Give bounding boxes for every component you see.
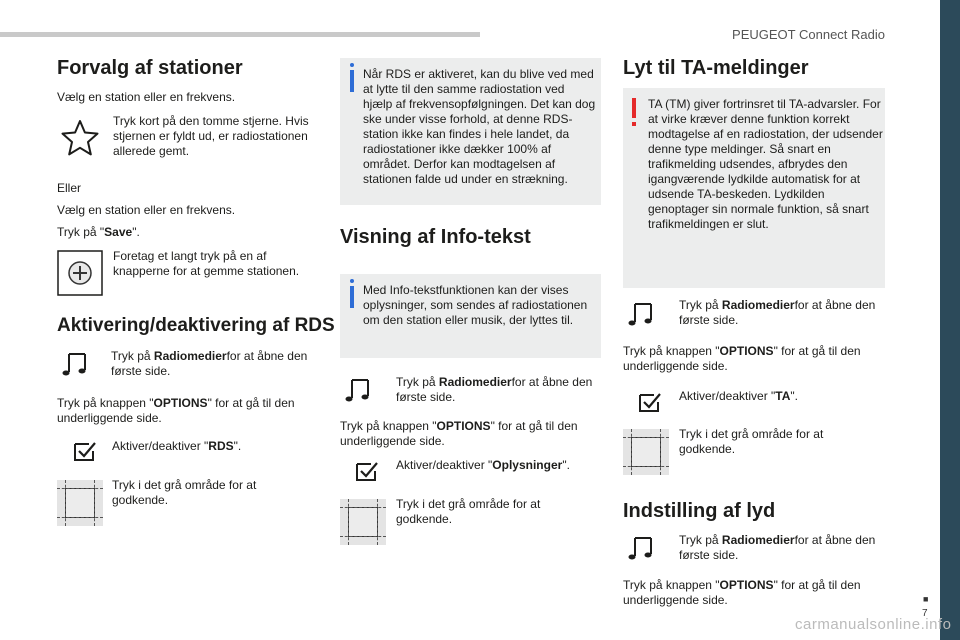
paragraph-press-save: Tryk på "Save". — [57, 225, 140, 239]
music-note-icon — [60, 350, 92, 378]
heading-presets: Forvalg af stationer — [57, 57, 243, 79]
add-preset-icon — [57, 250, 103, 296]
grey-area-icon — [340, 499, 386, 545]
info-box-rds — [340, 58, 601, 205]
paragraph-radio-media-2: Tryk på Radiomedierfor at åbne den første side. — [396, 375, 593, 404]
grey-area-icon — [57, 480, 103, 526]
paragraph-long-press: Foretag et langt tryk på en af knapperne for at gemme stationen. — [113, 249, 300, 278]
grey-area-icon — [623, 429, 669, 475]
checkbox-icon — [355, 460, 379, 482]
page-number: 7 — [922, 608, 928, 619]
warning-ta-text: TA (TM) giver fortrinsret til TA-advarsler. For at virke kræver denne funktion korrekt modtagelse af en radiostation, der udsender denne type meldinger. Så snart en trafikmelding udsendes, afbrydes den igangværende lydkilde automatisk for at udsende TA-beskeden. Lydkilden genoptager sin normale funktion, så snart trafikmeldingen er slut. — [648, 97, 883, 231]
paragraph-toggle-info: Aktiver/deaktiver "Oplysninger". — [396, 458, 570, 472]
paragraph-options-2: Tryk på knappen "OPTIONS" for at gå til den underliggende side. — [340, 419, 578, 448]
paragraph-options-3: Tryk på knappen "OPTIONS" for at gå til den underliggende side. — [623, 344, 861, 373]
paragraph-confirm-2: Tryk i det grå område for at godkende. — [396, 497, 541, 526]
paragraph-options-4: Tryk på knappen "OPTIONS" for at gå til den underliggende side. — [623, 578, 861, 607]
paragraph-radio-media-3: Tryk på Radiomedierfor at åbne den første side. — [679, 298, 876, 327]
paragraph-select-station-2: Vælg en station eller en frekvens. — [57, 203, 236, 217]
warning-icon — [632, 98, 636, 118]
info-icon — [350, 286, 354, 308]
music-note-icon — [626, 300, 658, 328]
save-label: Save — [104, 225, 133, 239]
music-note-icon — [626, 534, 658, 562]
warning-box-ta — [623, 88, 885, 288]
paragraph-or: Eller — [57, 181, 82, 195]
paragraph-confirm-3: Tryk i det grå område for at godkende. — [679, 427, 824, 456]
star-icon — [60, 118, 100, 158]
paragraph-toggle-ta: Aktiver/deaktiver "TA". — [679, 389, 798, 403]
checkbox-icon — [73, 440, 97, 462]
heading-ta: Lyt til TA-meldinger — [623, 57, 809, 79]
info-rds-text: Når RDS er aktiveret, kan du blive ved med at lytte til den samme radiostation ved hjælp af frekvensopfølgningen. Det kan dog ske under visse forhold, at denne RDS-station ikke kan findes i hele landet, da radiostationer ikke dækker 100% af området. Derfor kan modtagelsen af stationen falde ud under en strækning. — [363, 67, 596, 186]
paragraph-options: Tryk på knappen "OPTIONS" for at gå til den underliggende side. — [57, 396, 295, 425]
heading-info-text: Visning af Info-tekst — [340, 226, 531, 248]
music-note-icon — [343, 376, 375, 404]
paragraph-radio-media-4: Tryk på Radiomedierfor at åbne den første side. — [679, 533, 876, 562]
info-box-infotext — [340, 274, 601, 358]
side-tab — [940, 0, 960, 640]
paragraph-confirm: Tryk i det grå område for at godkende. — [112, 478, 257, 507]
page-marker: ■ — [923, 594, 929, 604]
heading-sound: Indstilling af lyd — [623, 500, 776, 522]
info-icon — [350, 70, 354, 92]
paragraph-select-station: Vælg en station eller en frekvens. — [57, 90, 236, 104]
paragraph-toggle-rds: Aktiver/deaktiver "RDS". — [112, 439, 242, 453]
page-header-title: PEUGEOT Connect Radio — [732, 27, 885, 42]
header-bar — [0, 32, 480, 37]
paragraph-star: Tryk kort på den tomme stjerne. Hvis stjernen er fyldt ud, er radiostationen allerede gemt. — [113, 114, 309, 158]
checkbox-icon — [638, 391, 662, 413]
paragraph-radio-media: Tryk på Radiomedierfor at åbne den første side. — [111, 349, 308, 378]
heading-rds: Aktivering/deaktivering af RDS — [57, 315, 335, 336]
watermark: carmanualsonline.info — [795, 616, 952, 633]
info-infotext-text: Med Info-tekstfunktionen kan der vises oplysninger, som sendes af radiostationen om den station eller musik, der lyttes til. — [363, 283, 588, 327]
